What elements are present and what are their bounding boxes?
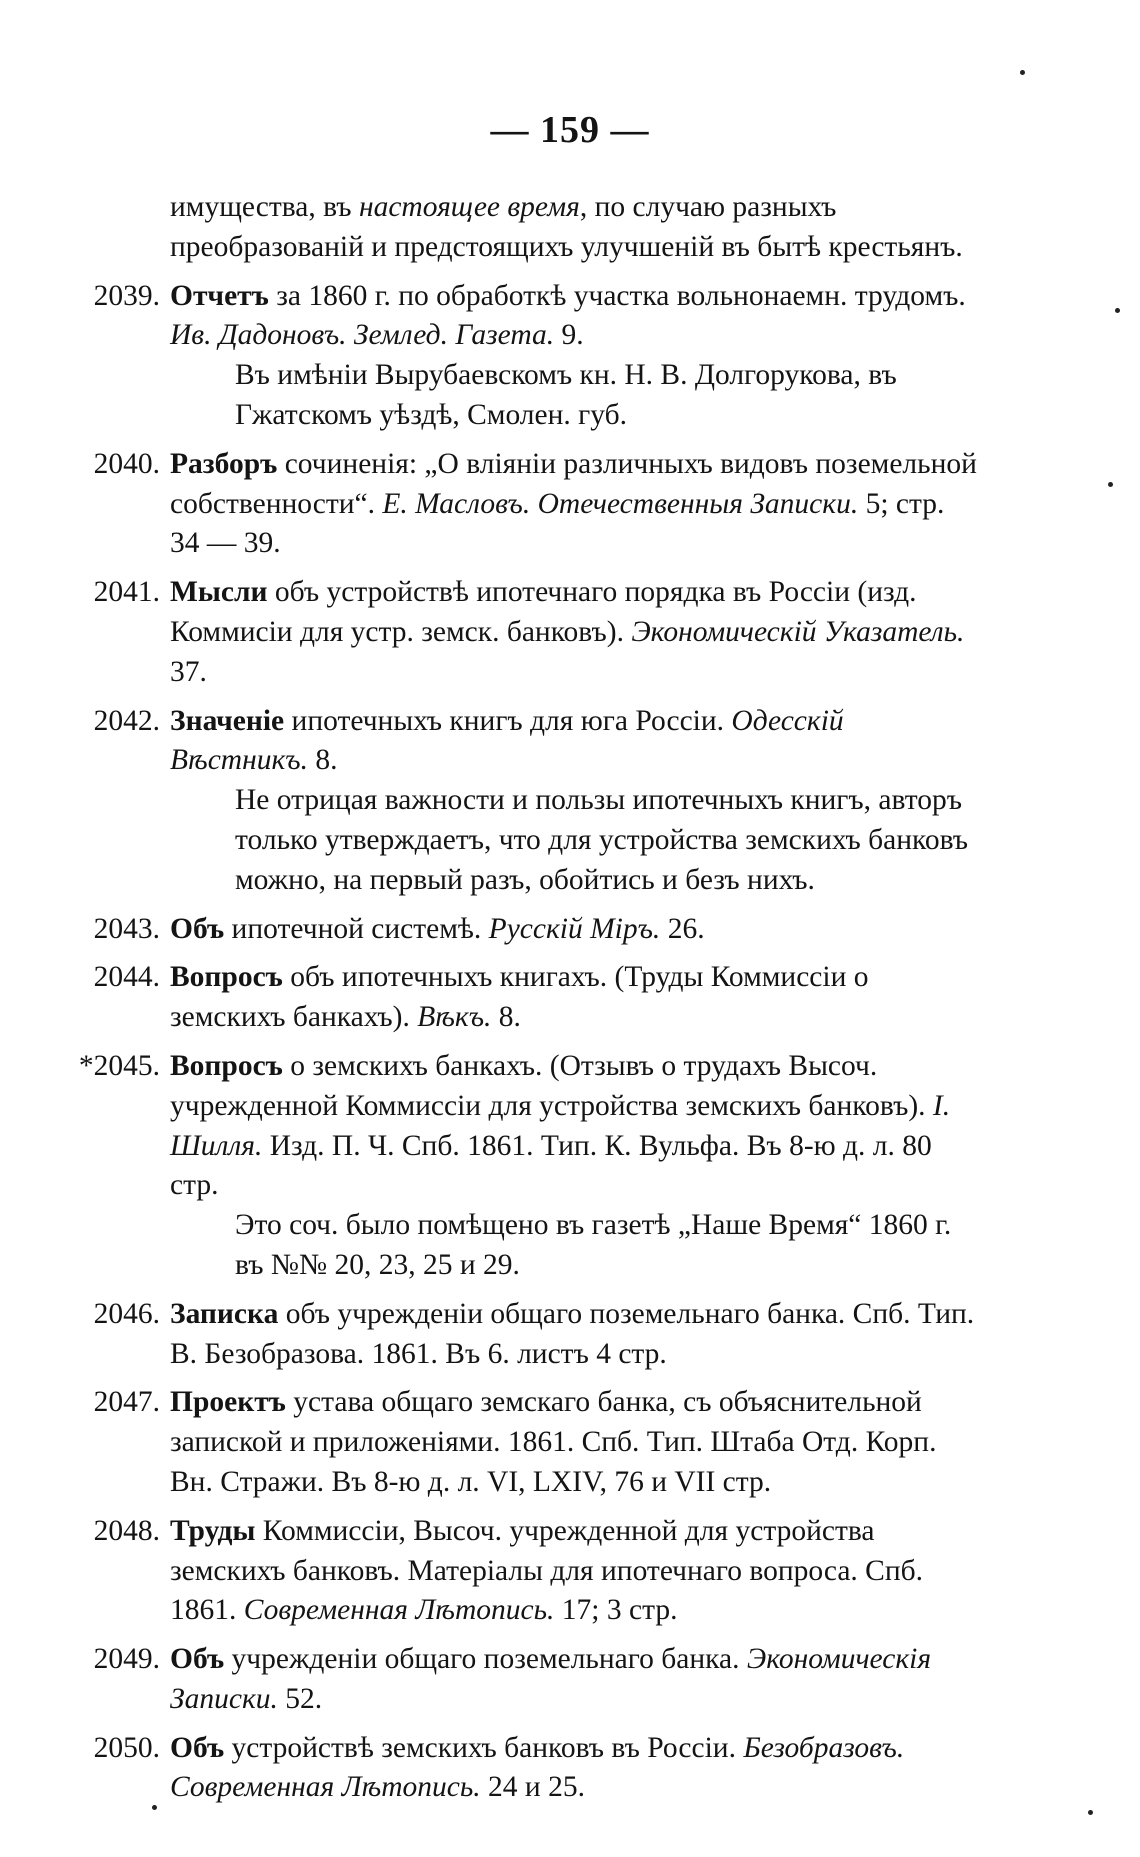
scan-speck — [152, 1805, 157, 1810]
entry-2039 — [60, 277, 980, 436]
entry-number: 2043. — [93, 912, 160, 945]
continued-entry-text — [170, 188, 980, 268]
entry-description: ипотечныхъ книгъ для юга Россіи. — [284, 704, 732, 737]
entry-text — [170, 445, 980, 564]
entry-keyword: Вопросъ — [170, 1049, 283, 1082]
scan-speck — [1020, 70, 1025, 75]
entry-keyword: Объ — [170, 1731, 225, 1764]
entry-keyword: Объ — [170, 1643, 225, 1676]
entry-description: объ учрежденіи общаго поземельнаго банка. Спб. Тип. В. Безобразова. 1861. Въ 6. листъ 4 стр. — [170, 1297, 975, 1370]
entry-source: Экономическія Записки. — [170, 1643, 932, 1715]
entry-number: 2040. — [93, 447, 160, 480]
entry-text — [170, 1729, 980, 1809]
entry-description: Коммиссіи, Высоч. учрежденной для устройства земскихъ банковъ. Матеріалы для ипотечнаго вопроса. Спб. 1861. — [170, 1514, 924, 1627]
scan-speck — [1115, 308, 1120, 313]
entry-number: 2050. — [93, 1731, 160, 1764]
continued-text-italic: настоящее время — [358, 191, 580, 223]
entry-description: устройствѣ земскихъ банковъ въ Россіи. — [224, 1731, 744, 1764]
entry-2044 — [60, 958, 980, 1038]
entry-keyword: Значеніе — [170, 704, 285, 737]
entry-2050 — [60, 1729, 980, 1809]
entry-source: Одесскій Вѣстникъ. — [170, 704, 844, 777]
entry-issue: 8. — [307, 744, 338, 777]
entry-2047 — [60, 1383, 980, 1502]
continued-text-part1: имущества, въ — [170, 191, 359, 223]
entry-text — [170, 958, 980, 1038]
entry-source: Русскій Міръ. — [488, 912, 661, 945]
entry-keyword: Объ — [170, 912, 225, 945]
entry-description: объ устройствѣ ипотечнаго порядка въ Россіи (изд. Коммисіи для устр. земск. банковъ). — [170, 576, 917, 648]
entry-description: учрежденіи общаго поземельнаго банка. — [224, 1643, 747, 1676]
entry-text — [170, 910, 980, 950]
entry-source: Современная Лѣтопись. — [243, 1594, 555, 1627]
entry-2045 — [60, 1047, 980, 1286]
entry-keyword: Мысли — [170, 576, 268, 609]
entry-source: Экономическій Указатель. — [631, 615, 965, 648]
entry-note: Въ имѣніи Вырубаевскомъ кн. Н. В. Долгорукова, въ Гжатскомъ уѣздѣ, Смолен. губ. — [235, 359, 897, 431]
entry-description: за 1860 г. по обработкѣ участка вольнонаемн. трудомъ. — [268, 279, 966, 312]
entry-2040 — [60, 445, 980, 564]
entry-2049 — [60, 1640, 980, 1720]
entry-issue: 9. — [554, 319, 584, 352]
entry-number: 2049. — [93, 1643, 160, 1676]
entry-text — [170, 1512, 980, 1631]
entry-number: 2042. — [93, 704, 160, 737]
entry-text — [170, 277, 980, 357]
entry-source: Безобразовъ. Современная Лѣтопись. — [170, 1731, 905, 1804]
entry-description: устава общаго земскаго банка, съ объяснительной запиской и приложеніями. 1861. Спб. Тип. Штаба Отд. Корп. Вн. Стражи. Въ 8-ю д. л. VI, LXIV, 76 и VII стр. — [170, 1386, 937, 1498]
entry-keyword: Проектъ — [170, 1386, 286, 1419]
entry-source: Вѣкъ. — [417, 1001, 492, 1034]
entry-source: I. Шилля. — [170, 1089, 951, 1162]
entry-description: ипотечной системѣ. — [224, 912, 489, 945]
entry-keyword: Вопросъ — [170, 961, 283, 994]
entry-issue: Изд. П. Ч. Спб. 1861. Тип. К. Вульфа. Въ 8-ю д. л. 80 стр. — [170, 1129, 932, 1202]
entry-source: Е. Масловъ. Отечественныя Записки. — [382, 487, 859, 520]
entry-text — [170, 1047, 980, 1206]
entry-2043 — [60, 910, 980, 950]
scan-speck — [1088, 1810, 1093, 1815]
entry-issue: 5; стр. 34 — 39. — [170, 487, 945, 560]
entry-number: 2039. — [93, 279, 160, 312]
entry-number: 2048. — [93, 1514, 160, 1547]
entry-issue: 52. — [277, 1682, 323, 1715]
entry-text — [170, 702, 980, 782]
entry-text — [170, 1295, 980, 1375]
bibliography-list — [60, 188, 980, 1808]
entry-number: 2047. — [93, 1386, 160, 1419]
entry-text — [170, 1640, 980, 1720]
entry-2048 — [60, 1512, 980, 1631]
entry-issue: 24 и 25. — [480, 1771, 585, 1804]
entry-keyword: Отчетъ — [170, 279, 269, 312]
entry-description: объ ипотечныхъ книгахъ. (Труды Коммиссіи о земскихъ банкахъ). — [170, 961, 869, 1034]
entry-issue: 26. — [660, 912, 705, 945]
entry-keyword: Разборъ — [170, 447, 278, 480]
entry-number: 2041. — [93, 576, 160, 609]
scan-speck — [1108, 482, 1113, 487]
entry-keyword: Труды — [170, 1514, 256, 1547]
entry-2042 — [60, 702, 980, 901]
entry-note: Это соч. было помѣщено въ газетѣ „Наше Время“ 1860 г. въ №№ 20, 23, 25 и 29. — [235, 1209, 952, 1281]
entry-2046 — [60, 1295, 980, 1375]
entry-text — [170, 1383, 980, 1502]
entry-number: *2045. — [78, 1049, 160, 1082]
entry-keyword: Записка — [170, 1297, 279, 1330]
continued-text-part2: , по случаю разныхъ преобразованій и предстоящихъ улучшеній въ бытѣ крестьянъ. — [170, 191, 963, 263]
entry-source: Ив. Дадоновъ. Землед. Газета. — [170, 319, 555, 352]
page-number: — 159 — — [490, 109, 650, 151]
entry-description: сочиненія: „О вліяніи различныхъ видовъ поземельной собственности“. — [170, 447, 977, 520]
entry-text — [170, 573, 980, 692]
entry-number: 2046. — [93, 1297, 160, 1330]
entry-note: Не отрицая важности и пользы ипотечныхъ книгъ, авторъ только утверждаетъ, что для устройства земскихъ банковъ можно, на первый разъ, обойтись и безъ нихъ. — [235, 784, 969, 896]
entry-issue: 8. — [491, 1001, 521, 1034]
entry-description: о земскихъ банкахъ. (Отзывъ о трудахъ Высоч. учрежденной Коммиссіи для устройства земскихъ банковъ). — [170, 1049, 933, 1122]
entry-issue: 17; 3 стр. — [554, 1594, 678, 1627]
entry-issue: 37. — [170, 655, 207, 688]
entry-number: 2044. — [93, 961, 160, 994]
entry-2041 — [60, 573, 980, 692]
